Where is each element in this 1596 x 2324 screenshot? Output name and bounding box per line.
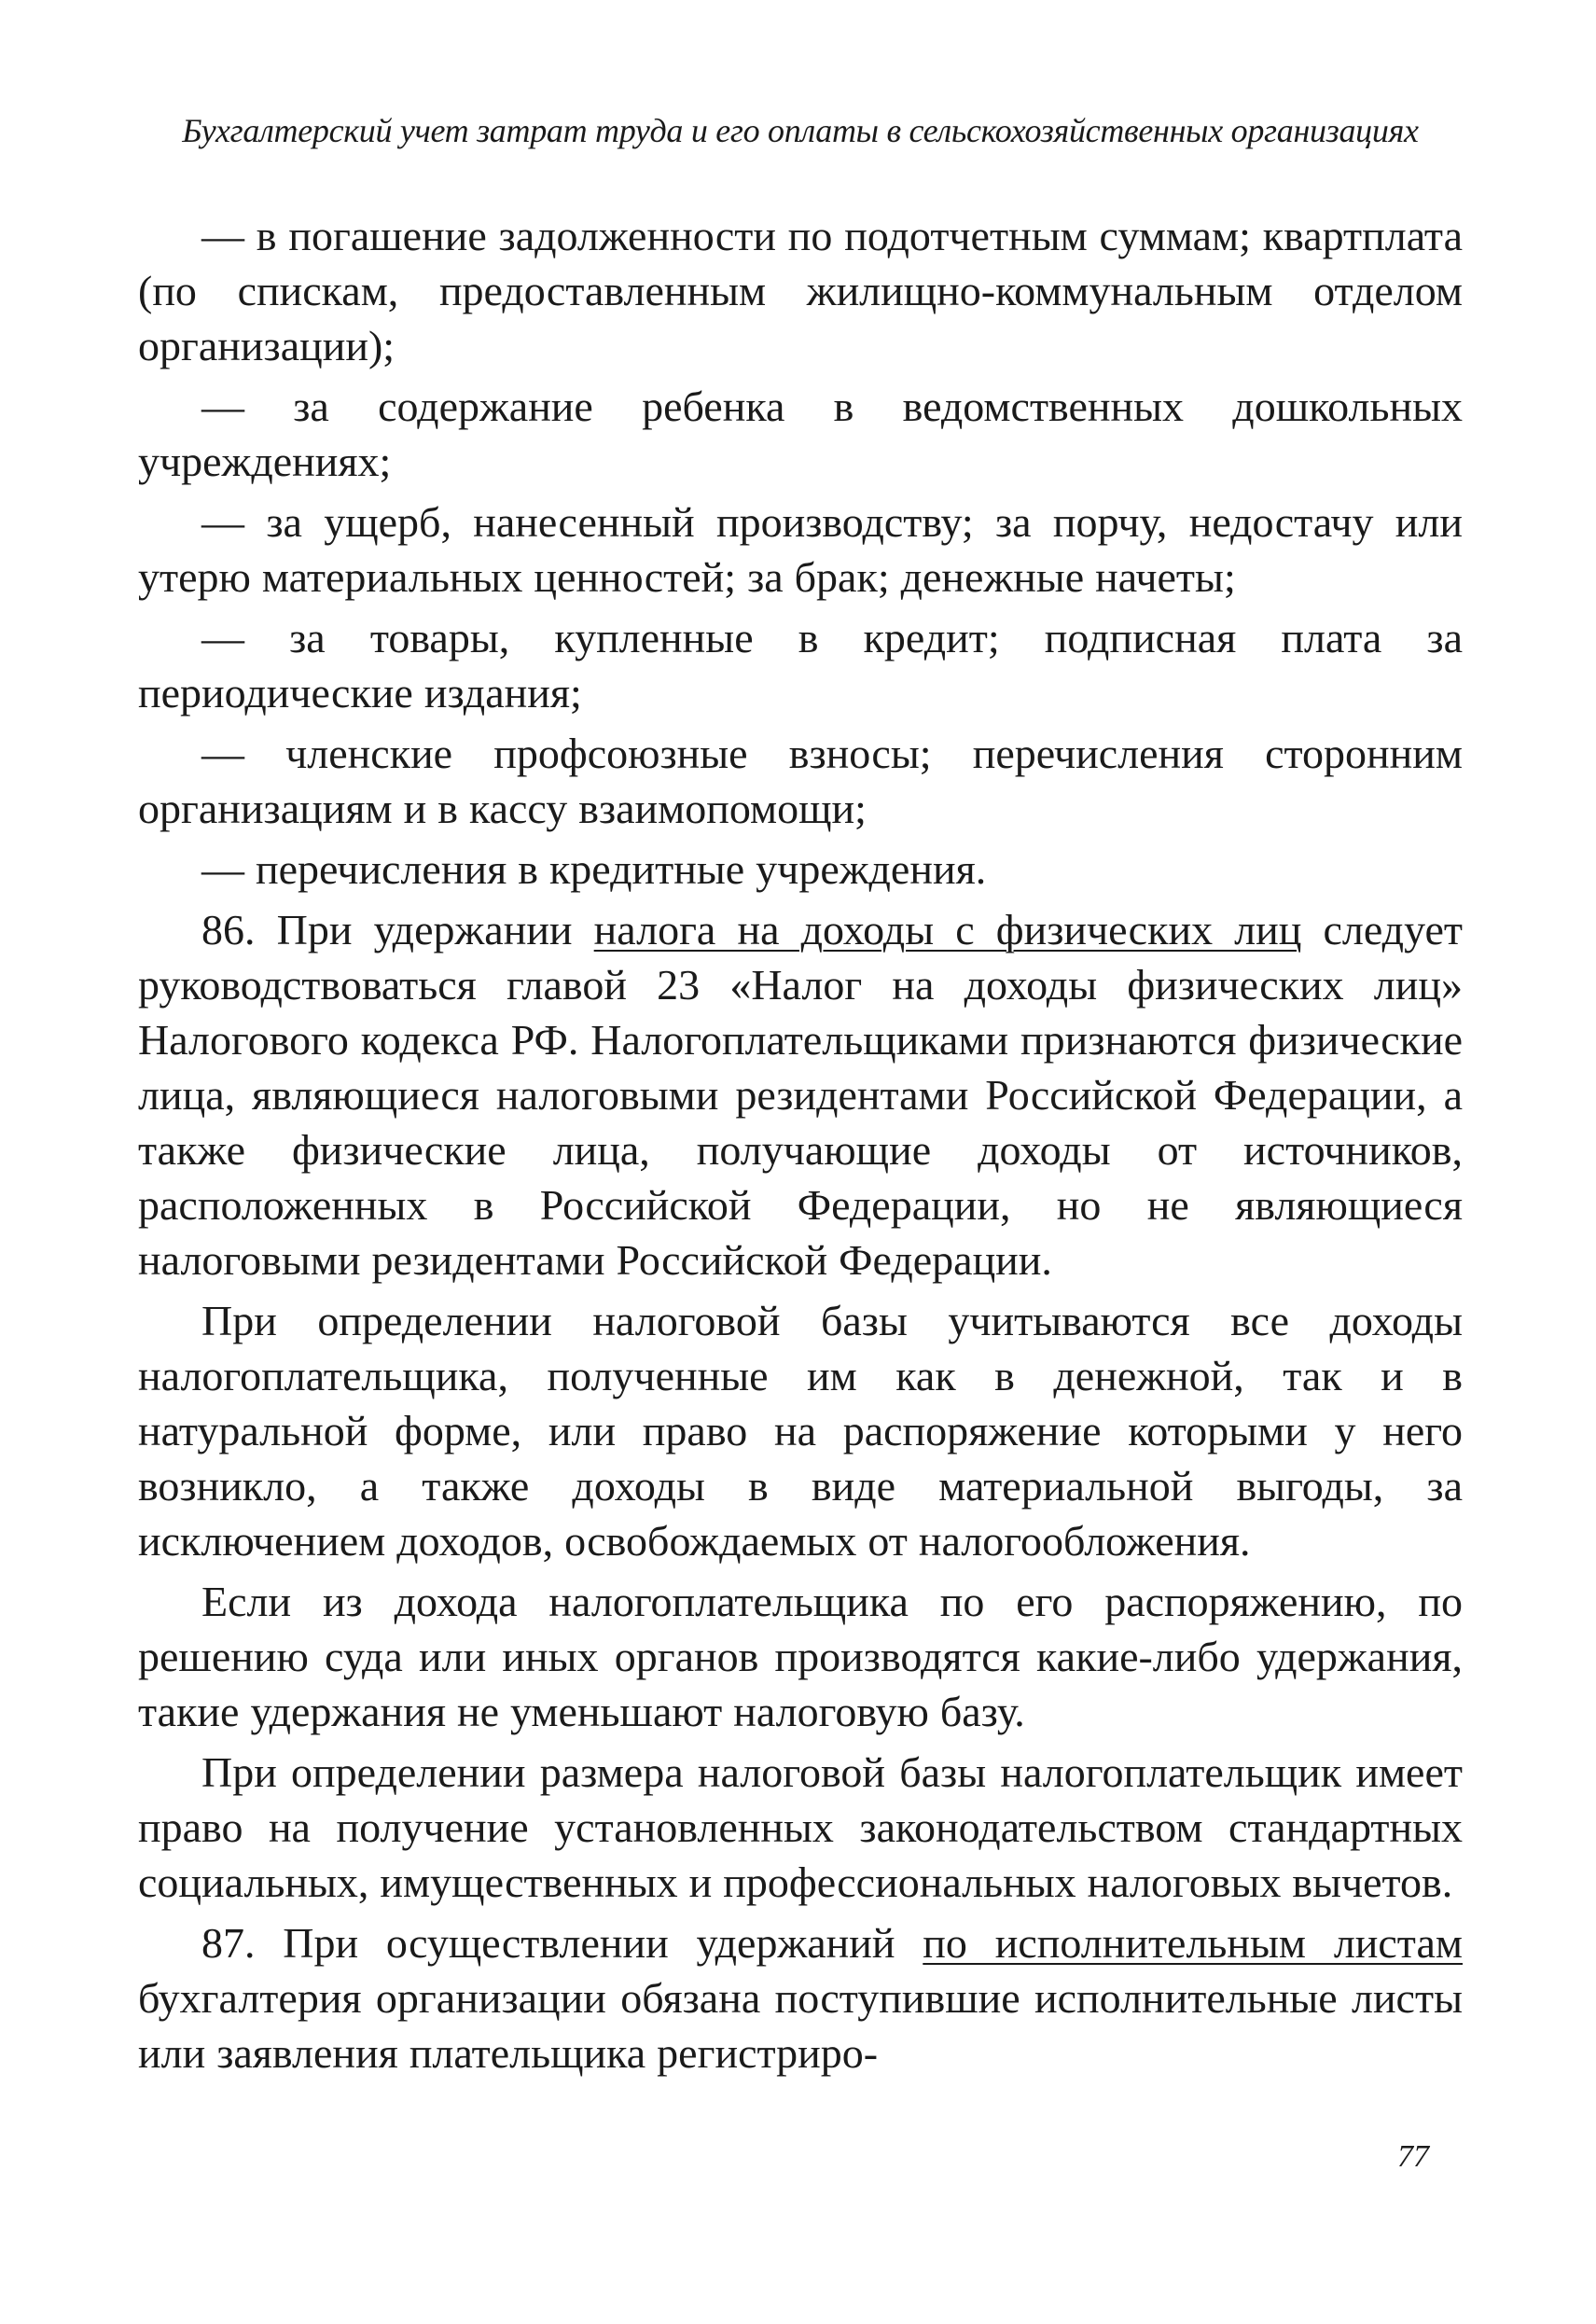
paragraph-deduction-union-fees: — членские профсоюзные взносы; перечисления сторонним организациям и в кассу взаимопомощи; bbox=[138, 730, 1463, 832]
paragraph-deduction-damage: — за ущерб, нанесенный производству; за порчу, недостачу или утерю материальных ценностей; за брак; денежные начеты; bbox=[138, 498, 1463, 601]
paragraph-86-lead: 86. При удержании bbox=[201, 906, 594, 953]
paragraph-86-rest: следует руководствоваться главой 23 «Налог на доходы физических лиц» Налогового кодекса РФ. Налогоплательщиками признаются физические лица, являющиеся налоговыми резидентами Российской Федерации, а также физические лица, получающие доходы от источников, расположенных в Российской Федерации, но не являющиеся налоговыми резидентами Российской Федерации. bbox=[138, 906, 1463, 1284]
underlined-term-income-tax: налога на доходы с физических лиц bbox=[593, 906, 1302, 953]
paragraph-deduction-credit-goods: — за товары, купленные в кредит; подписная плата за периодические издания; bbox=[138, 614, 1463, 717]
paragraph-deduction-credit-institutions: — перечисления в кредитные учреждения. bbox=[201, 845, 987, 893]
paragraph-tax-base: При определении налоговой базы учитываются все доходы налогоплательщика, полученные им как в денежной, так и в натуральной форме, или право на распоряжение которыми у него возникло, а также доходы в виде материальной выгоды, за исключением доходов, освобождаемых от налогообложения. bbox=[138, 1297, 1463, 1565]
running-header: Бухгалтерский учет затрат труда и его оплаты в сельскохозяйственных организациях bbox=[182, 112, 1419, 149]
underlined-term-writs: по исполнительным листам bbox=[923, 1919, 1464, 1967]
paragraph-tax-deductions: При определении размера налоговой базы налогоплательщик имеет право на получение установленных законодательством стандартных социальных, имущественных и профессиональных налоговых вычетов. bbox=[138, 1748, 1463, 1906]
paragraph-court-deductions: Если из дохода налогоплательщика по его распоряжению, по решению суда или иных органов производятся какие-либо удержания, такие удержания не уменьшают налоговую базу. bbox=[138, 1578, 1463, 1735]
paragraph-87-writs bbox=[138, 1915, 1463, 2080]
paragraph-87-lead: 87. При осуществлении удержаний bbox=[201, 1919, 923, 1967]
body-text bbox=[138, 208, 1463, 2080]
paragraph-deduction-childcare: — за содержание ребенка в ведомственных дошкольных учреждениях; bbox=[138, 383, 1463, 485]
paragraph-87-rest: бухгалтерия организации обязана поступившие исполнительные листы или заявления плательщика регистриро- bbox=[138, 1974, 1463, 2077]
paragraph-86-income-tax bbox=[138, 902, 1463, 1287]
page-number: 77 bbox=[1397, 2139, 1429, 2174]
paragraph-deduction-debt: — в погашение задолженности по подотчетным суммам; квартплата (по спискам, предоставленным жилищно-коммунальным отделом организации); bbox=[138, 212, 1463, 369]
